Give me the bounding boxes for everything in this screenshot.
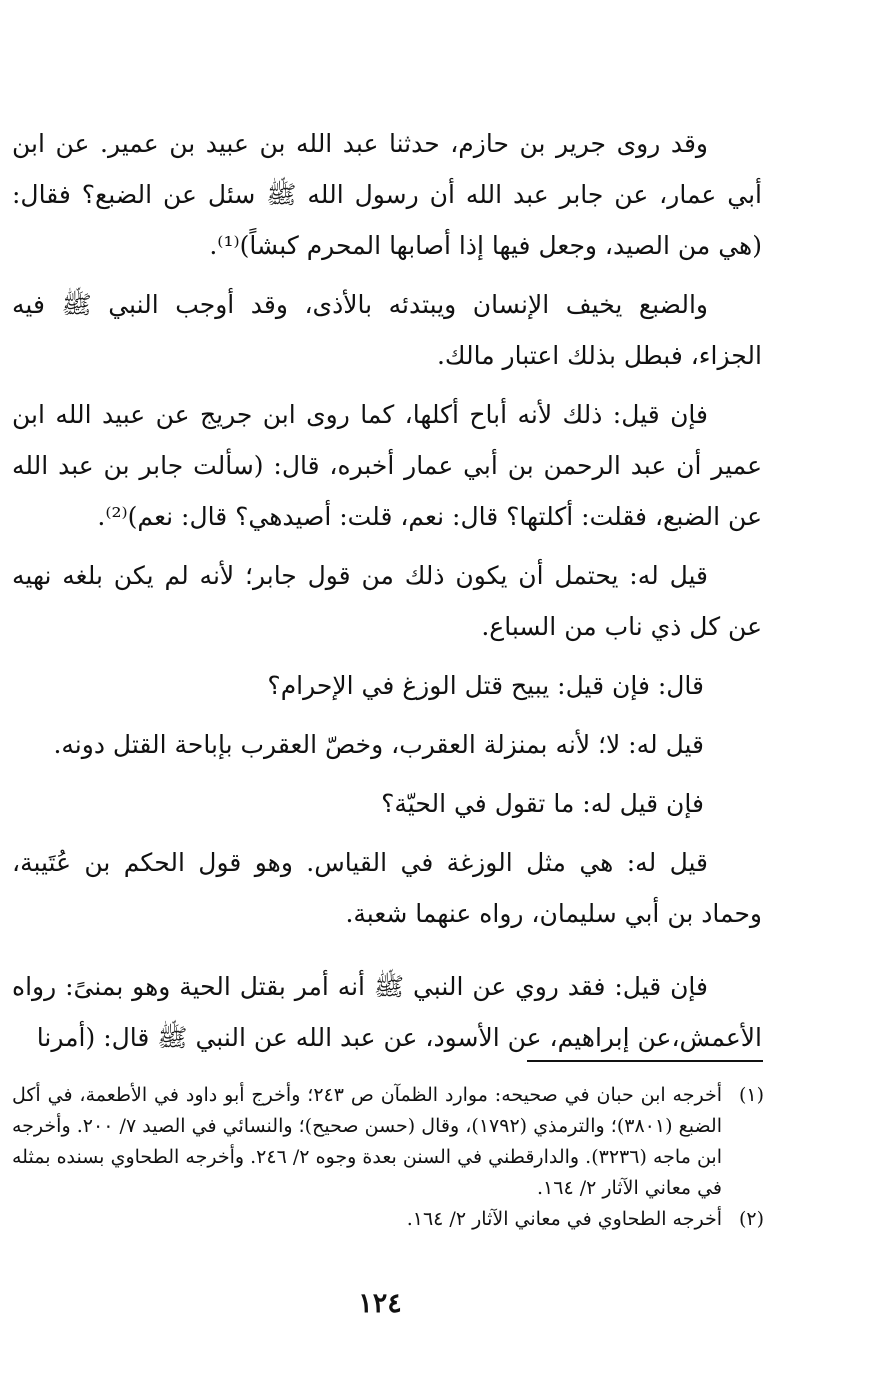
paragraph-5: قال: فإن قيل: يبيح قتل الوزغ في الإحرام؟ <box>267 671 704 700</box>
footnote-number: (٢) <box>738 1208 764 1230</box>
paragraph-9: فإن قيل: فقد روي عن النبي ﷺ أنه أمر بقتل الحية وهو بمنىً: رواه الأعمش،عن إبراهيم، عن الأسود، عن عبد الله عن النبي ﷺ قال: (أمرنا <box>12 972 762 1052</box>
paragraph-1: وقد روى جرير بن حازم، حدثنا عبد الله بن عبيد بن عمير. عن ابن أبي عمار، عن جابر عبد الله أن رسول الله ﷺ سئل عن الضبع؟ فقال: (هي من الصيد، وجعل فيها إذا أصابها المحرم كبشاً)⁽¹⁾. <box>12 129 762 260</box>
footnotes <box>12 1080 764 1235</box>
footnote-text: أخرجه ابن حبان في صحيحه: موارد الظمآن ص ٢٤٣؛ وأخرج أبو داود في الأطعمة، في أكل الضبع (٣٨٠١)؛ والترمذي (١٧٩٢)، وقال (حسن صحيح)؛ والنسائي في الصيد ٧/ ٢٠٠. وأخرجه ابن ماجه (٣٢٣٦). والدارقطني في السنن بعدة وجوه ٢/ ٢٤٦. وأخرجه الطحاوي بسنده بمثله في معاني الآثار ٢/ ١٦٤. <box>12 1084 722 1199</box>
page-number: ١٢٤ <box>358 1288 402 1319</box>
paragraph-8: قيل له: هي مثل الوزغة في القياس. وهو قول الحكم بن عُتَيبة، وحماد بن أبي سليمان، رواه عنهما شعبة. <box>12 848 762 928</box>
main-text <box>12 118 762 1071</box>
footnote-1 <box>12 1080 764 1204</box>
paragraph-7: فإن قيل له: ما تقول في الحيّة؟ <box>381 789 704 818</box>
footnote-divider <box>527 1060 763 1062</box>
paragraph-6: قيل له: لا؛ لأنه بمنزلة العقرب، وخصّ العقرب بإباحة القتل دونه. <box>53 730 704 759</box>
paragraph-2: والضبع يخيف الإنسان ويبتدئه بالأذى، وقد أوجب النبي ﷺ فيه الجزاء، فبطل بذلك اعتبار مالك. <box>12 290 762 370</box>
footnote-number: (١) <box>738 1084 764 1106</box>
paragraph-4: قيل له: يحتمل أن يكون ذلك من قول جابر؛ لأنه لم يكن بلغه نهيه عن كل ذي ناب من السباع. <box>12 561 762 641</box>
paragraph-3: فإن قيل: ذلك لأنه أباح أكلها، كما روى ابن جريج عن عبيد الله ابن عمير أن عبد الرحمن بن أبي عمار أخبره، قال: (سألت جابر بن عبد الله عن الضبع، فقلت: أكلتها؟ قال: نعم، قلت: أصيدهي؟ قال: نعم)⁽²⁾. <box>12 400 762 531</box>
footnote-text: أخرجه الطحاوي في معاني الآثار ٢/ ١٦٤. <box>406 1208 722 1230</box>
footnote-2 <box>12 1204 764 1235</box>
